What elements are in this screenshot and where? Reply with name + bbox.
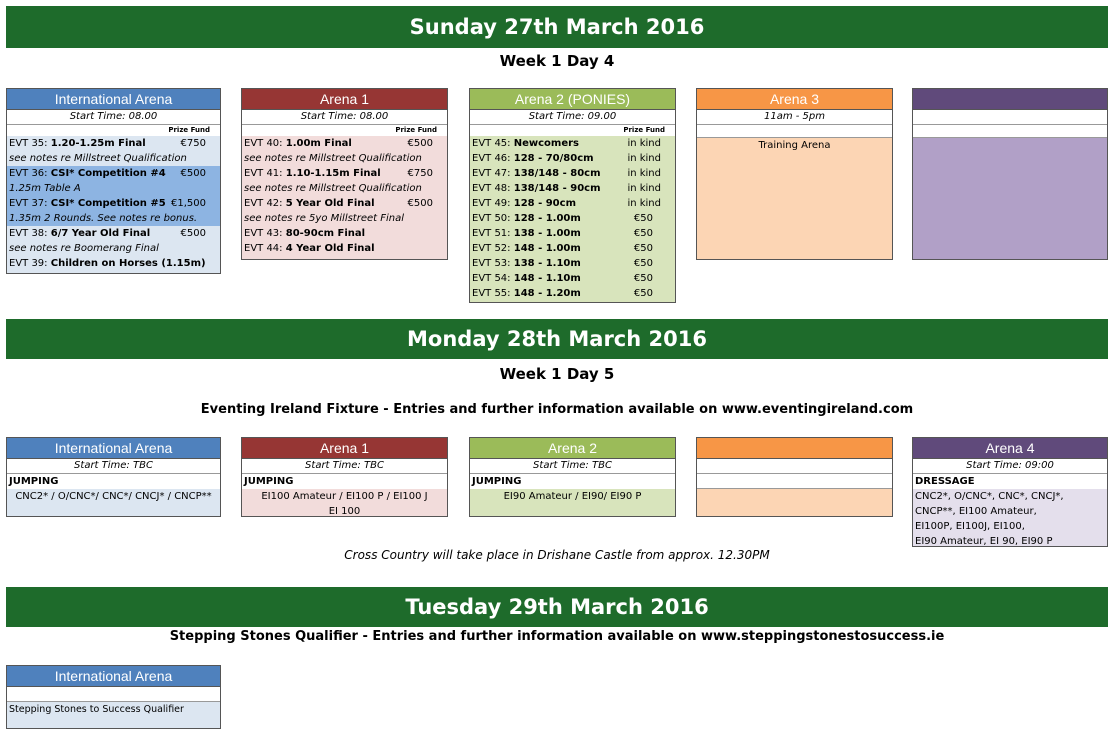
day3-fixture-info: Stepping Stones Qualifier - Entries and further information available on www.steppingstonestosuccess.ie (169, 629, 945, 644)
event-note: see notes re Millstreet Qualification (244, 183, 422, 194)
event-row: EVT 48: 138/148 - 90cm in kind (472, 183, 661, 194)
class-line: CNC2*, O/CNC*, CNC*, CNCJ*, (915, 491, 1064, 502)
arena-header: Arena 3 (697, 89, 892, 110)
event-row: EVT 45: Newcomers in kind (472, 138, 661, 149)
event-note: 1.35m 2 Rounds. See notes re bonus. (7, 211, 220, 226)
event-list (7, 136, 220, 271)
start-time: Start Time: 08.00 (7, 110, 220, 125)
event-note: see notes re 5yo Millstreet Final (244, 213, 405, 224)
arena-header: Arena 1 (242, 438, 447, 459)
arena-header: International Arena (7, 666, 220, 687)
day2-week: Week 1 Day 5 (499, 365, 615, 383)
event-row: EVT 51: 138 - 1.00m €50 (472, 228, 653, 239)
start-time: Start Time: 09:00 (913, 459, 1107, 474)
day1-arena-1 (241, 88, 448, 260)
discipline-label: DRESSAGE (913, 474, 1107, 489)
arena-header: International Arena (7, 89, 220, 110)
event-row: EVT 39: Children on Horses (1.15m) (9, 258, 206, 269)
event-row: EVT 49: 128 - 90cm in kind (472, 198, 661, 209)
event-row: EVT 38: 6/7 Year Old Final €500 (9, 228, 206, 239)
class-list: EI90 Amateur / EI90/ EI90 P (503, 491, 642, 502)
class-list: EI100 Amateur / EI100 P / EI100 J (261, 491, 428, 502)
event-note: 1.25m Table A (7, 181, 220, 196)
day3-banner: Tuesday 29th March 2016 (6, 587, 1108, 627)
arena-header: Arena 4 (913, 438, 1107, 459)
start-time: Start Time: 08.00 (242, 110, 447, 125)
training-arena-label: Training Arena (758, 140, 831, 151)
class-list-cont: EI 100 (328, 506, 361, 517)
discipline-label: JUMPING (7, 474, 220, 489)
event-row: EVT 52: 148 - 1.00m €50 (472, 243, 653, 254)
event-row: EVT 47: 138/148 - 80cm in kind (472, 168, 661, 179)
qualifier-label: Stepping Stones to Success Qualifier (9, 704, 184, 715)
arena-time: 11am - 5pm (697, 110, 892, 125)
arena-header: Arena 2 (PONIES) (470, 89, 675, 110)
day3-intl-arena (6, 665, 221, 729)
day1-week: Week 1 Day 4 (499, 52, 615, 70)
prize-fund-label: Prize Fund (7, 125, 220, 136)
class-line: CNCP**, EI100 Amateur, (915, 506, 1037, 517)
day2-arena-2 (469, 437, 676, 517)
arena-header (913, 89, 1107, 110)
class-line: EI90 Amateur, EI 90, EI90 P (915, 536, 1053, 547)
start-time: Start Time: TBC (470, 459, 675, 474)
day1-arena-3 (696, 88, 893, 260)
discipline-label: JUMPING (470, 474, 675, 489)
prize-fund-label: Prize Fund (470, 125, 675, 136)
class-list: CNC2* / O/CNC*/ CNC*/ CNCJ* / CNCP** (15, 491, 212, 502)
event-note: see notes re Boomerang Final (9, 243, 159, 254)
event-row: EVT 54: 148 - 1.10m €50 (472, 273, 653, 284)
event-row: EVT 42: 5 Year Old Final €500 (244, 198, 433, 209)
event-row: EVT 35: 1.20-1.25m Final €750 (9, 138, 206, 149)
event-note: see notes re Millstreet Qualification (9, 153, 187, 164)
event-row: EVT 50: 128 - 1.00m €50 (472, 213, 653, 224)
day1-arena-2-ponies (469, 88, 676, 303)
event-row: EVT 44: 4 Year Old Final (244, 243, 375, 254)
event-row: EVT 55: 148 - 1.20m €50 (472, 288, 653, 299)
start-time: Start Time: 09.00 (470, 110, 675, 125)
event-row: EVT 41: 1.10-1.15m Final €750 (244, 168, 433, 179)
arena-header (697, 438, 892, 459)
day2-fixture-info: Eventing Ireland Fixture - Entries and further information available on www.eventingireland.com (200, 402, 914, 417)
day2-arena-4 (912, 437, 1108, 547)
start-time: Start Time: TBC (7, 459, 220, 474)
day1-intl-arena (6, 88, 221, 274)
arena-header: Arena 1 (242, 89, 447, 110)
day2-intl-arena (6, 437, 221, 517)
start-time (913, 110, 1107, 125)
day1-arena-4 (912, 88, 1108, 260)
day2-banner: Monday 28th March 2016 (6, 319, 1108, 359)
event-note: see notes re Millstreet Qualification (244, 153, 422, 164)
start-time: Start Time: TBC (242, 459, 447, 474)
event-row: EVT 40: 1.00m Final €500 (244, 138, 433, 149)
start-time (697, 459, 892, 474)
event-row: EVT 37: CSI* Competition #5 €1,500 (7, 196, 220, 211)
event-row: EVT 53: 138 - 1.10m €50 (472, 258, 653, 269)
discipline-label: JUMPING (242, 474, 447, 489)
event-row: EVT 46: 128 - 70/80cm in kind (472, 153, 661, 164)
arena-header: International Arena (7, 438, 220, 459)
class-line: EI100P, EI100J, EI100, (915, 521, 1025, 532)
event-row: EVT 36: CSI* Competition #4 €500 (7, 166, 220, 181)
day1-banner: Sunday 27th March 2016 (6, 6, 1108, 48)
prize-fund-label: Prize Fund (242, 125, 447, 136)
event-row: EVT 43: 80-90cm Final (244, 228, 366, 239)
day2-arena-1 (241, 437, 448, 517)
cross-country-note: Cross Country will take place in Drishane Castle from approx. 12.30PM (344, 548, 770, 562)
day2-arena-3 (696, 437, 893, 517)
arena-header: Arena 2 (470, 438, 675, 459)
